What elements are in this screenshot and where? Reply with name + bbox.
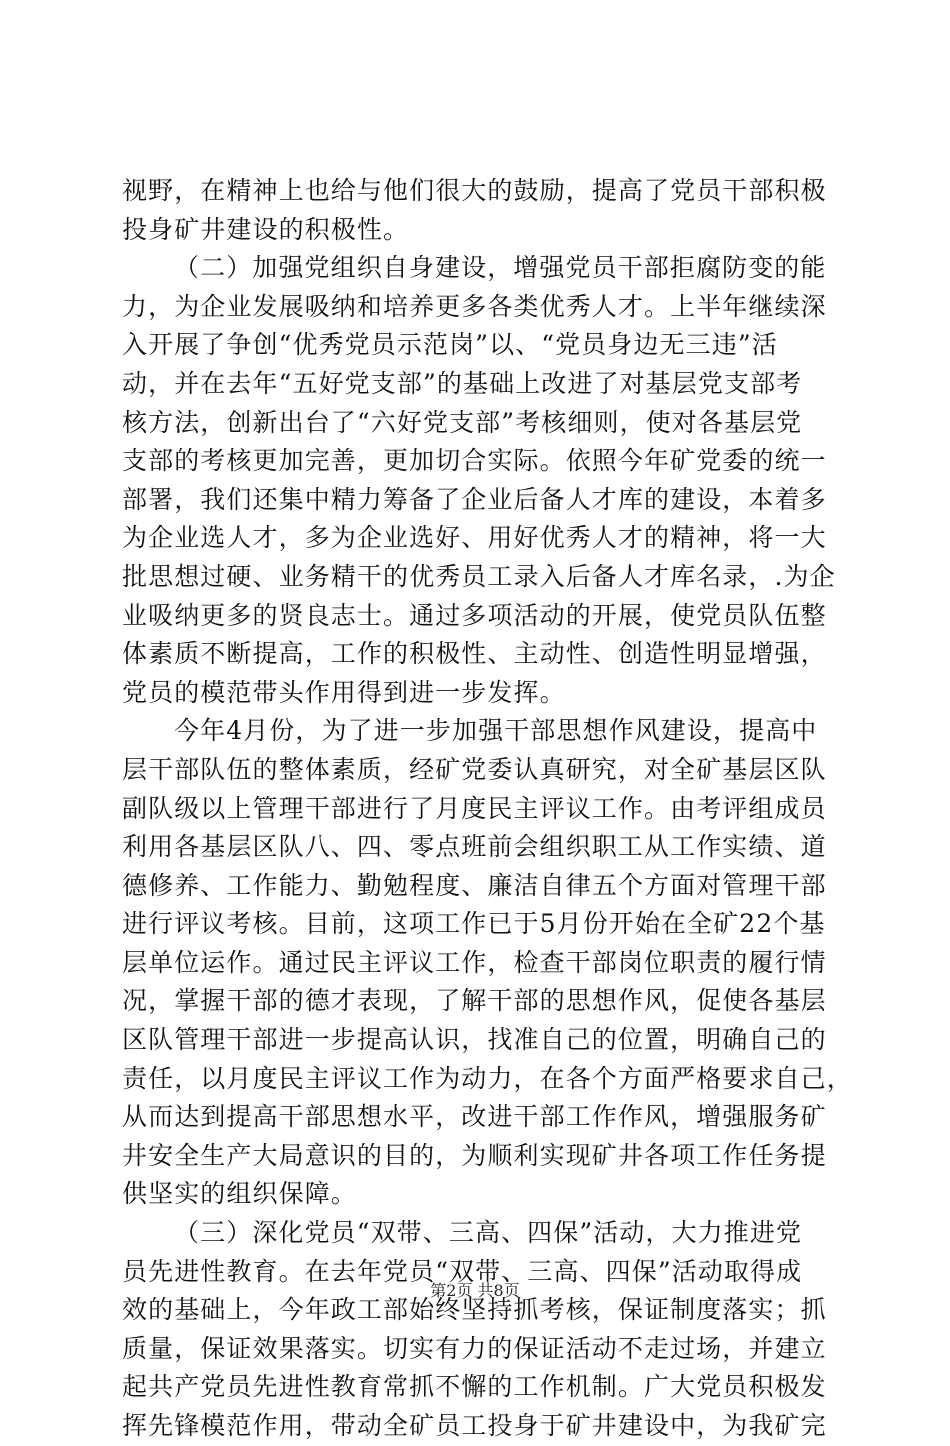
- document-body: [122, 172, 853, 1446]
- paragraph-first-line: （二）加强党组织自身建设，增强党员干部拒腐防变的能: [174, 253, 827, 283]
- text-line: 井安全生产大局意识的目的，为顺利实现矿井各项工作任务提: [122, 1140, 827, 1170]
- text-line: 支部的考核更加完善，更加切合实际。依照今年矿党委的统一: [122, 446, 827, 476]
- text-line: 视野，在精神上也给与他们很大的鼓励，提高了党员干部积极: [122, 176, 827, 205]
- text-line: 批思想过硬、业务精干的优秀员工录入后备人才库名录，.为企: [122, 561, 836, 591]
- text-line: 业吸纳更多的贤良志士。通过多项活动的开展，使党员队伍整: [122, 600, 827, 630]
- text-line: 入开展了争创“优秀党员示范岗”以、“党员身边无三违”活: [122, 330, 778, 360]
- text-line: 利用各基层区队八、四、零点班前会组织职工从工作实绩、道: [122, 832, 827, 862]
- paragraph-first-line: （三）深化党员“双带、三高、四保”活动，大力推进党: [174, 1218, 803, 1248]
- text-line: 从而达到提高干部思想水平，改进干部工作作风，增强服务矿: [122, 1102, 827, 1132]
- text-line: 起共产党员先进性教育常抓不懈的工作机制。广大党员积极发: [122, 1372, 827, 1402]
- paragraph-first-line: 今年4月份，为了进一步加强干部思想作风建设，提高中: [174, 716, 818, 746]
- text-line: 供坚实的组织保障。: [122, 1179, 357, 1209]
- text-line: 党员的模范带头作用得到进一步发挥。: [122, 677, 566, 707]
- text-line: 德修养、工作能力、勤勉程度、廉洁自律五个方面对管理干部: [122, 870, 827, 900]
- text-line: 层干部队伍的整体素质，经矿党委认真研究，对全矿基层区队: [122, 754, 827, 784]
- text-line: 核方法，创新出台了“六好党支部”考核细则，使对各基层党: [122, 407, 803, 437]
- text-line: 员先进性教育。在去年党员“双带、三高、四保”活动取得成: [122, 1256, 803, 1286]
- text-line: 质量，保证效果落实。切实有力的保证活动不走过场，并建立: [122, 1333, 827, 1363]
- text-line: 进行评议考核。目前，这项工作已于5月份开始在全矿22个基: [122, 909, 826, 939]
- text-line: 力，为企业发展吸纳和培养更多各类优秀人才。上半年继续深: [122, 291, 827, 321]
- text-line: 部署，我们还集中精力筹备了企业后备人才库的建设，本着多: [122, 484, 827, 514]
- text-line: 为企业选人才，多为企业选好、用好优秀人才的精神，将一大: [122, 523, 827, 553]
- text-line: 副队级以上管理干部进行了月度民主评议工作。由考评组成员: [122, 793, 827, 823]
- text-line: 效的基础上，今年政工部始终坚持抓考核，保证制度落实；抓: [122, 1295, 827, 1325]
- text-line: 责任，以月度民主评议工作为动力，在各个方面严格要求自己，: [122, 1063, 853, 1093]
- text-line: 况，掌握干部的德才表现，了解干部的思想作风，促使各基层: [122, 986, 827, 1016]
- text-line: 投身矿井建设的积极性。: [122, 214, 410, 244]
- text-line: 区队管理干部进一步提高认识，找准自己的位置，明确自己的: [122, 1025, 827, 1055]
- page-footer: 第2页 共8页: [430, 1281, 520, 1300]
- text-line: 动，并在去年“五好党支部”的基础上改进了对基层党支部考: [122, 368, 803, 398]
- text-line: 挥先锋模范作用，带动全矿员工投身于矿井建设中，为我矿完: [122, 1411, 827, 1440]
- text-line: 层单位运作。通过民主评议工作，检查干部岗位职责的履行情: [122, 947, 827, 977]
- text-line: 体素质不断提高，工作的积极性、主动性、创造性明显增强，: [122, 639, 827, 669]
